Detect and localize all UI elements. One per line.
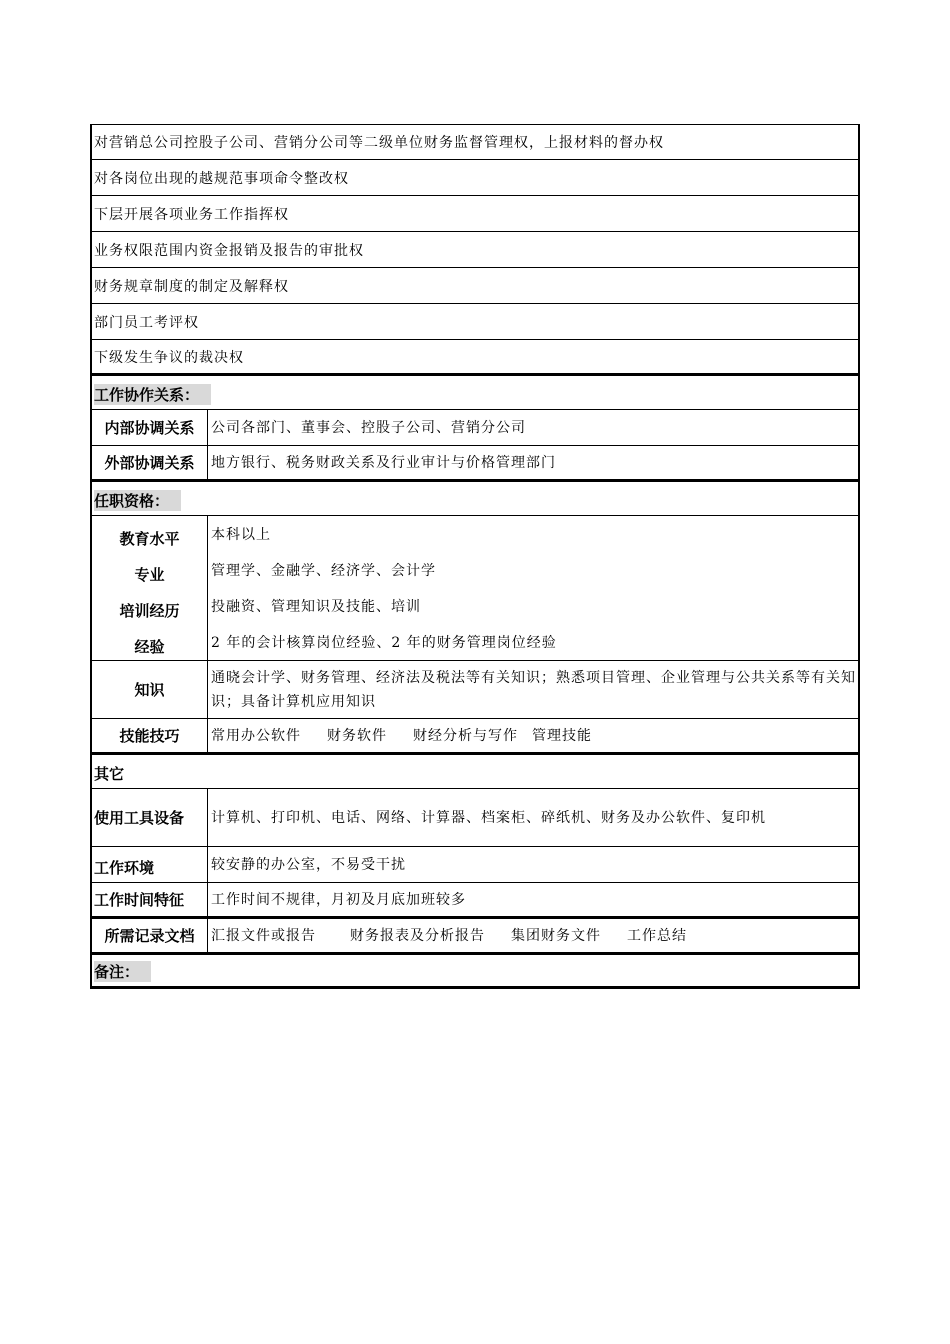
- knowledge-value: 通晓会计学、财务管理、经济法及税法等有关知识；熟悉项目管理、企业管理与公共关系等有关知识；具备计算机应用知识: [211, 670, 856, 710]
- internal-coordination-value: 公司各部门、董事会、控股子公司、营销分公司: [211, 419, 526, 436]
- authority-row: [90, 340, 860, 376]
- skill-item: 管理技能: [532, 727, 592, 744]
- knowledge-row: [90, 661, 860, 719]
- authority-row: [90, 160, 860, 196]
- environment-label: 工作环境: [92, 847, 208, 882]
- work-time-row: [90, 883, 860, 919]
- documents-value: [208, 919, 858, 952]
- major-label: 专业: [134, 565, 165, 584]
- internal-coordination-label: 内部协调关系: [92, 410, 208, 445]
- document-item: 集团财务文件: [511, 927, 601, 944]
- skill-item: 财务软件: [327, 727, 387, 744]
- internal-coordination-row: [90, 410, 860, 446]
- skills-row: [90, 719, 860, 755]
- authority-row: [90, 196, 860, 232]
- training-value: 投融资、管理知识及技能、培训: [211, 599, 421, 615]
- authority-row: [90, 268, 860, 304]
- authority-text: 财务规章制度的制定及解释权: [94, 278, 289, 295]
- skills-label: 技能技巧: [92, 719, 208, 752]
- environment-row: [90, 847, 860, 883]
- education-label: 教育水平: [119, 529, 180, 548]
- tools-label: 使用工具设备: [92, 789, 208, 846]
- section-title: 其它: [94, 765, 125, 783]
- authority-text: 对营销总公司控股子公司、营销分公司等二级单位财务监督管理权，上报材料的督办权: [94, 135, 664, 151]
- skills-value: [208, 719, 858, 752]
- knowledge-label: 知识: [92, 661, 208, 718]
- authority-row: [90, 304, 860, 340]
- skill-item: 财经分析与写作: [413, 727, 518, 744]
- external-coordination-value: 地方银行、税务财政关系及行业审计与价格管理部门: [211, 454, 556, 471]
- experience-value: 2 年的会计核算岗位经验、2 年的财务管理岗位经验: [211, 635, 557, 651]
- education-value: 本科以上: [211, 527, 271, 543]
- environment-value: 较安静的办公室，不易受干扰: [211, 857, 406, 873]
- section-title: 任职资格：: [94, 490, 181, 511]
- authority-row: [90, 232, 860, 268]
- qualification-block: [90, 516, 860, 661]
- authority-text: 业务权限范围内资金报销及报告的审批权: [94, 242, 364, 259]
- section-title: 备注：: [94, 961, 151, 982]
- authority-text: 下级发生争议的裁决权: [94, 349, 244, 366]
- other-section-header: [90, 755, 860, 789]
- document-item: 财务报表及分析报告: [350, 927, 485, 944]
- major-value: 管理学、金融学、经济学、会计学: [211, 563, 436, 579]
- documents-label: 所需记录文档: [92, 919, 208, 952]
- training-label: 培训经历: [119, 601, 180, 620]
- work-time-label: 工作时间特征: [92, 883, 208, 916]
- authority-text: 对各岗位出现的越规范事项命令整改权: [94, 170, 349, 187]
- job-description-table: [90, 124, 860, 989]
- external-coordination-label: 外部协调关系: [92, 446, 208, 479]
- external-coordination-row: [90, 446, 860, 482]
- work-time-value: 工作时间不规律，月初及月底加班较多: [211, 891, 466, 908]
- document-item: 工作总结: [627, 927, 687, 944]
- remarks-section: [90, 955, 860, 989]
- section-title: 工作协作关系：: [94, 384, 211, 405]
- documents-row: [90, 919, 860, 955]
- authority-text: 部门员工考评权: [94, 314, 199, 331]
- authority-row: [90, 124, 860, 160]
- tools-row: [90, 789, 860, 847]
- document-item: 汇报文件或报告: [211, 927, 316, 944]
- qualification-section-header: [90, 482, 860, 516]
- tools-value: 计算机、打印机、电话、网络、计算器、档案柜、碎纸机、财务及办公软件、复印机: [211, 809, 766, 826]
- authority-text: 下层开展各项业务工作指挥权: [94, 206, 289, 223]
- cooperation-section-header: [90, 376, 860, 410]
- experience-label: 经验: [134, 637, 165, 656]
- skill-item: 常用办公软件: [211, 727, 301, 744]
